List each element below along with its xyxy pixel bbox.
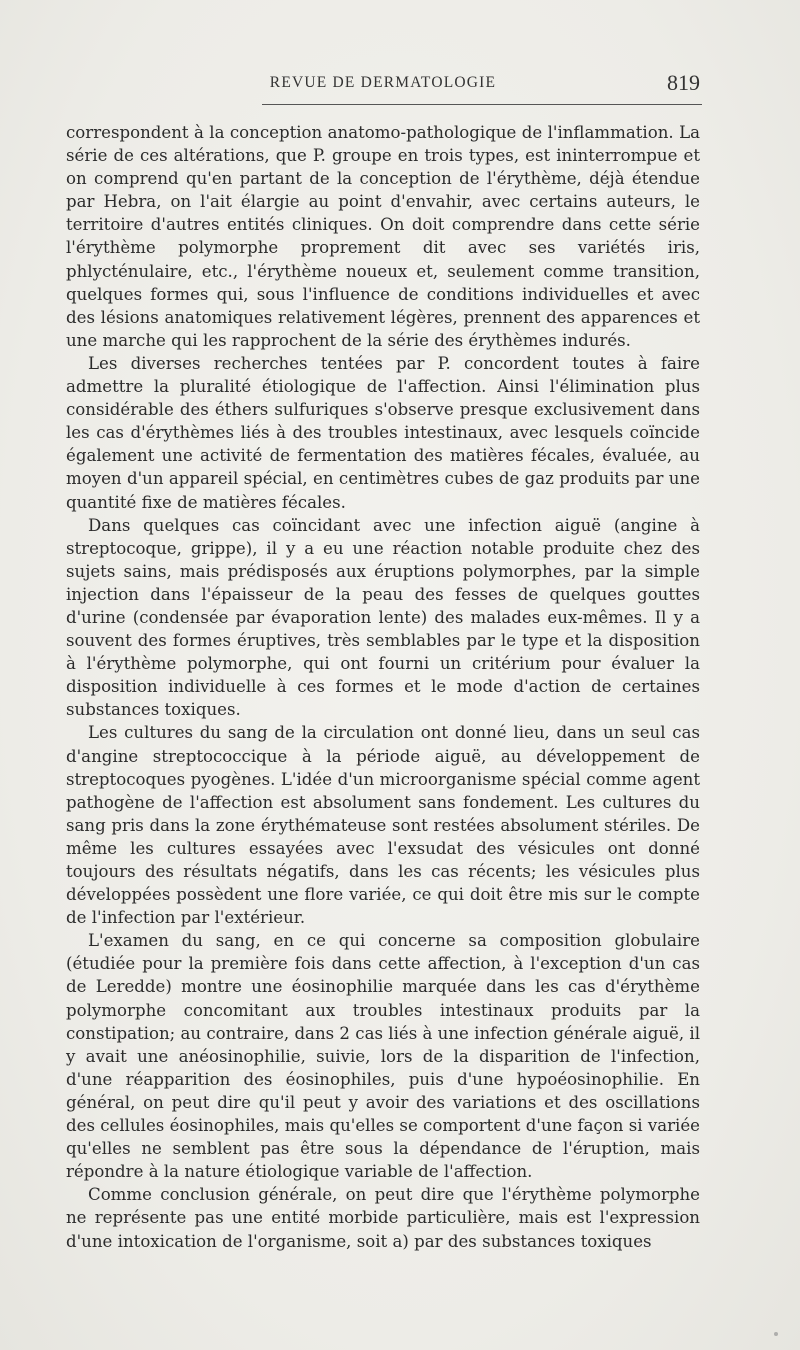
paragraph-5: L'examen du sang, en ce qui concerne sa composition globulaire (étudiée pour la première fois dans cette affection, à l'exception d'un cas de Leredde) montre une éosinophilie marquée dans les cas d'érythème polymorphe concomitant aux troubles intestinaux produits par la constipation; au contraire, dans 2 cas liés à une infection générale aiguë, il y avait une anéosinophilie, suivie, lors de la disparition de l'infection, d'une réapparition des éosinophiles, puis d'une hypoéosinophilie. En général, on peut dire qu'il peut y avoir des variations et des oscillations des cellules éosinophiles, mais qu'elles se comportent d'une façon si variée qu'elles ne semblent pas être sous la dépendance de l'éruption, mais répondre à la nature étiologique variable de l'affection. [66, 931, 700, 1182]
body-text [66, 121, 700, 1253]
paragraph-3: Dans quelques cas coïncidant avec une infection aiguë (angine à streptocoque, grippe), il y a eu une réaction notable produite chez des sujets sains, mais prédisposés aux éruptions polymorphes, par la simple injection dans l'épaisseur de la peau des fesses de quelques gouttes d'urine (condensée par évaporation lente) des malades eux-mêmes. Il y a souvent des formes éruptives, très semblables par le type et la disposition à l'érythème polymorphe, qui ont fourni un critérium pour évaluer la disposition individuelle à ces formes et le mode d'action de certaines substances toxiques. [66, 515, 700, 720]
page-header [66, 70, 700, 104]
paragraph-4: Les cultures du sang de la circulation ont donné lieu, dans un seul cas d'angine streptococcique à la période aiguë, au développement de streptocoques pyogènes. L'idée d'un microorganisme spécial comme agent pathogène de l'affection est absolument sans fondement. Les cultures du sang pris dans la zone érythémateuse sont restées absolument stériles. De même les cultures essayées avec l'exsudat des vésicules ont donné toujours des résultats négatifs, dans les cas récents; les vésicules plus développées possèdent une flore variée, ce qui doit être mis sur le compte de l'infection par l'extérieur. [66, 723, 700, 928]
paragraph-2: Les diverses recherches tentées par P. concordent toutes à faire admettre la pluralité étiologique de l'affection. Ainsi l'élimination plus considérable des éthers sulfuriques s'observe presque exclusivement dans les cas d'érythèmes liés à des troubles intestinaux, avec lesquels coïncide également une activité de fermentation des matières fécales, évaluée, au moyen d'un appareil spécial, en centimètres cubes de gaz produits par une quantité fixe de matières fécales. [66, 353, 700, 512]
page-number: 819 [667, 70, 700, 95]
running-title: REVUE DE DERMATOLOGIE [269, 74, 497, 91]
paragraph-6: Comme conclusion générale, on peut dire que l'érythème polymorphe ne représente pas une entité morbide particulière, mais est l'expression d'une intoxication de l'organisme, soit a) par des substances toxiques [66, 1185, 700, 1251]
paper-speck [774, 1332, 778, 1336]
paragraph-1: correspondent à la conception anatomo-pathologique de l'inflammation. La série de ces altérations, que P. groupe en trois types, est ininterrompue et on comprend qu'en partant de la conception de l'érythème, déjà étendue par Hebra, on l'ait élargie au point d'envahir, avec certains auteurs, le territoire d'autres entités cliniques. On doit comprendre dans cette série l'érythème polymorphe proprement dit avec ses variétés iris, phlycténulaire, etc., l'érythème noueux et, seulement comme transition, quelques formes qui, sous l'influence de conditions individuelles et avec des lésions anatomiques relativement légères, prennent des apparences et une marche qui les rapprochent de la série des érythèmes indurés. [66, 123, 700, 350]
header-rule [262, 104, 702, 105]
